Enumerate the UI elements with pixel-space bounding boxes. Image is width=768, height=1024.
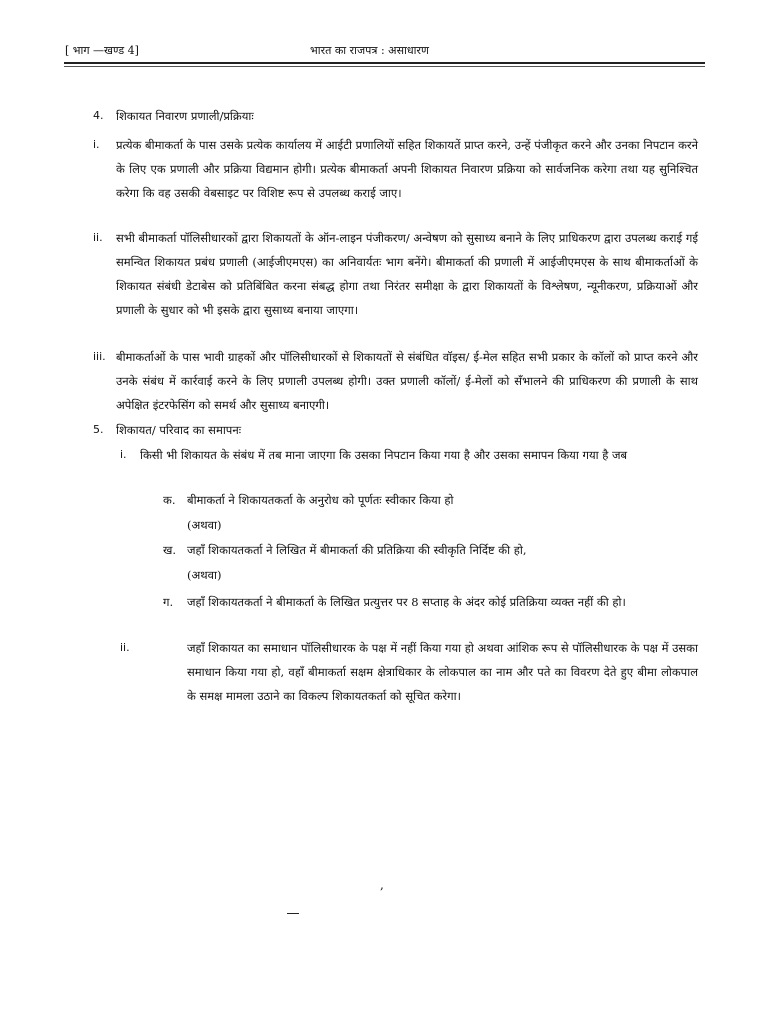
item-marker: i. xyxy=(120,448,127,461)
item-marker: ii. xyxy=(120,641,130,654)
subitem-marker: ख. xyxy=(163,543,177,557)
section-4-item-1-text: प्रत्येक बीमाकर्ता के पास उसके प्रत्येक कार्यालय में आईटी प्रणालियों सहित शिकायतें प्राप्त करने, उन्हें पंजीकृत करने और उनका निपटान करने के लिए एक प्रणाली और प्रक्रिया विद्यमान होगी। प्रत्येक बीमाकर्ता अपनी शिकायत निवारण प्रक्रिया को सार्वजनिक करेगा तथा यह सुनिश्चित करेगा कि वह उसकी वेबसाइट पर विशिष्ट रूप से उपलब्ध कराई जाए। xyxy=(116,138,698,200)
item-marker: iii. xyxy=(93,350,106,363)
stray-dash xyxy=(287,913,299,914)
subitem-kha-text: जहाँ शिकायतकर्ता ने लिखित में बीमाकर्ता की प्रतिक्रिया की स्वीकृति निर्दिष्ट की हो, xyxy=(187,543,527,557)
header-rule xyxy=(64,62,705,64)
section-5-number: 5. xyxy=(93,423,104,436)
subitem-marker: ग. xyxy=(163,595,174,609)
header-part-label: [ भाग —खण्ड 4] xyxy=(65,44,139,57)
section-5-item-1-text: किसी भी शिकायत के संबंध में तब माना जाएगा कि उसका निपटान किया गया है और उसका समापन किया गया है जब xyxy=(140,448,628,462)
section-4-item-3-text: बीमाकर्ताओं के पास भावी ग्राहकों और पॉलिसीधारकों से शिकायतों से संबंधित वॉइस/ ई-मेल सहित सभी प्रकार के कॉलों को प्राप्त करने और उनके संबंध में कार्रवाई करने के लिए प्रणाली उपलब्ध होगी। उक्त प्रणाली कॉलों/ ई-मेलों को सँभालने की प्राधिकरण की प्रणाली के साथ अपेक्षित इंटरफेसिंग को समर्थ और सुसाध्य बनाएगी। xyxy=(116,350,698,412)
section-5-title: शिकायत/ परिवाद का समापनः xyxy=(116,423,242,437)
section-4-title: शिकायत निवारण प्रणाली/प्रक्रियाः xyxy=(116,109,254,123)
section-4-number: 4. xyxy=(93,109,104,122)
or-label: (अथवा) xyxy=(187,518,222,532)
section-4-item-2-text: सभी बीमाकर्ता पॉलिसीधारकों द्वारा शिकायतों के ऑन-लाइन पंजीकरण/ अन्वेषण को सुसाध्य बनाने के लिए प्राधिकरण द्वारा उपलब्ध कराई गई समन्वित शिकायत प्रबंध प्रणाली (आईजीएमएस) का अनिवार्यतः भाग बनेंगे। बीमाकर्ता की प्रणाली में आईजीएमएस के साथ बीमाकर्ताओं के शिकायत संबंधी डेटाबेस को प्रतिबिंबित करना संबद्ध होगा तथा निरंतर समीक्षा के द्वारा शिकायतों के विश्लेषण, न्यूनीकरण, प्रक्रियाओं और प्रणाली के सुधार को भी इसके द्वारा सुसाध्य बनाया जाएगा। xyxy=(116,231,698,317)
subitem-ka-text: बीमाकर्ता ने शिकायतकर्ता के अनुरोध को पूर्णतः स्वीकार किया हो xyxy=(187,493,454,507)
header-gazette-title: भारत का राजपत्र : असाधारण xyxy=(310,44,429,57)
subitem-marker: क. xyxy=(163,493,176,507)
or-label: (अथवा) xyxy=(187,568,222,582)
item-marker: ii. xyxy=(93,231,103,244)
section-5-item-2-text: जहाँ शिकायत का समाधान पॉलिसीधारक के पक्ष में नहीं किया गया हो अथवा आंशिक रूप से पॉलिसीधारक के पक्ष में उसका समाधान किया गया हो, वहाँ बीमाकर्ता सक्षम क्षेत्राधिकार के लोकपाल का नाम और पते का विवरण देते हुए बीमा लोकपाल के समक्ष मामला उठाने का विकल्प शिकायतकर्ता को सूचित करेगा। xyxy=(187,641,698,703)
header-rule-thin xyxy=(64,66,705,67)
stray-comma: , xyxy=(380,878,384,892)
item-marker: i. xyxy=(93,138,100,151)
subitem-ga-text: जहाँ शिकायतकर्ता ने बीमाकर्ता के लिखित प्रत्युत्तर पर 8 सप्ताह के अंदर कोई प्रतिक्रिया व्यक्त नहीं की हो। xyxy=(187,595,626,609)
